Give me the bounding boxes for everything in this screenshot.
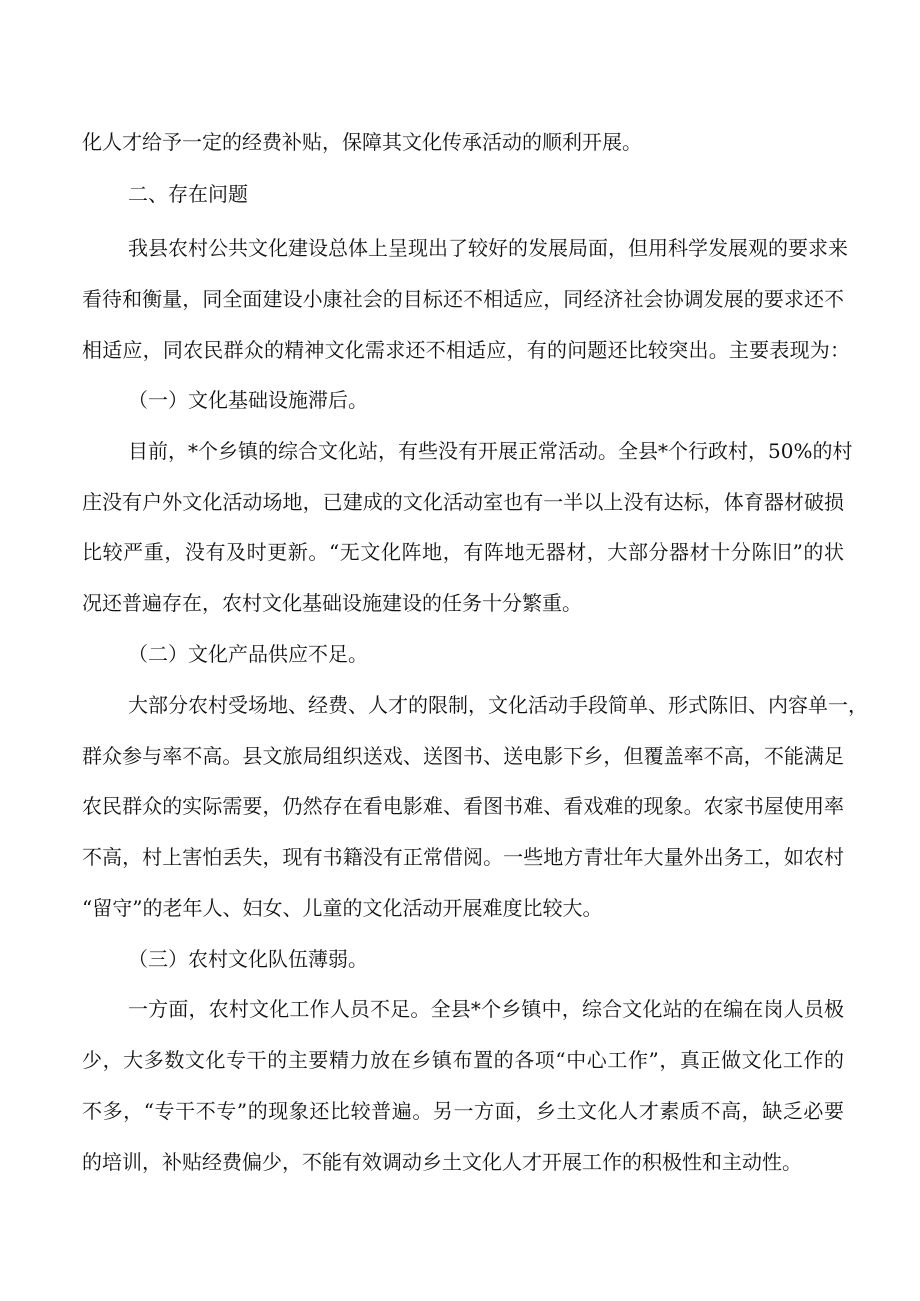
paragraph-line: 比较严重，没有及时更新。“无文化阵地，有阵地无器材，大部分器材十分陈旧”的状 — [82, 540, 844, 564]
paragraph-line: 大部分农村受场地、经费、人才的限制，文化活动手段简单、形式陈旧、内容单一， — [128, 693, 868, 717]
paragraph-line: 不多，“专干不专”的现象还比较普遍。另一方面，乡土文化人才素质不高，缺乏必要 — [82, 1099, 844, 1123]
paragraph-line: 的培训，补贴经费偏少，不能有效调动乡土文化人才开展工作的积极性和主动性。 — [82, 1150, 802, 1174]
paragraph-line: 我县农村公共文化建设总体上呈现出了较好的发展局面，但用科学发展观的要求来 — [128, 236, 848, 260]
subsection-heading: （二）文化产品供应不足。 — [128, 642, 368, 666]
paragraph-line: 庄没有户外文化活动场地，已建成的文化活动室也有一半以上没有达标，体育器材破损 — [82, 490, 844, 514]
paragraph-line: 不高，村上害怕丢失，现有书籍没有正常借阅。一些地方青壮年大量外出务工，如农村 — [82, 845, 844, 869]
subsection-heading: （一）文化基础设施滞后。 — [128, 388, 368, 412]
paragraph-line: “留守”的老年人、妇女、儿童的文化活动开展难度比较大。 — [82, 896, 603, 920]
paragraph-line: 少，大多数文化专干的主要精力放在乡镇布置的各项“中心工作”，真正做文化工作的 — [82, 1048, 844, 1072]
section-heading: 二、存在问题 — [128, 182, 248, 206]
paragraph-line: 一方面，农村文化工作人员不足。全县*个乡镇中，综合文化站的在编在岗人员极 — [128, 997, 844, 1021]
paragraph-line: 看待和衡量，同全面建设小康社会的目标还不相适应，同经济社会协调发展的要求还不 — [82, 287, 844, 311]
paragraph-line: 况还普遍存在，农村文化基础设施建设的任务十分繁重。 — [82, 591, 582, 615]
paragraph-line: 化人才给予一定的经费补贴，保障其文化传承活动的顺利开展。 — [82, 130, 642, 154]
paragraph-line: 农民群众的实际需要，仍然存在看电影难、看图书难、看戏难的现象。农家书屋使用率 — [82, 794, 844, 818]
subsection-heading: （三）农村文化队伍薄弱。 — [128, 947, 368, 971]
paragraph-line: 群众参与率不高。县文旅局组织送戏、送图书、送电影下乡，但覆盖率不高，不能满足 — [82, 744, 844, 768]
paragraph-line: 目前，*个乡镇的综合文化站，有些没有开展正常活动。全县*个行政村，50%的村 — [128, 439, 853, 463]
paragraph-line: 相适应，同农民群众的精神文化需求还不相适应，有的问题还比较突出。主要表现为： — [82, 338, 850, 362]
